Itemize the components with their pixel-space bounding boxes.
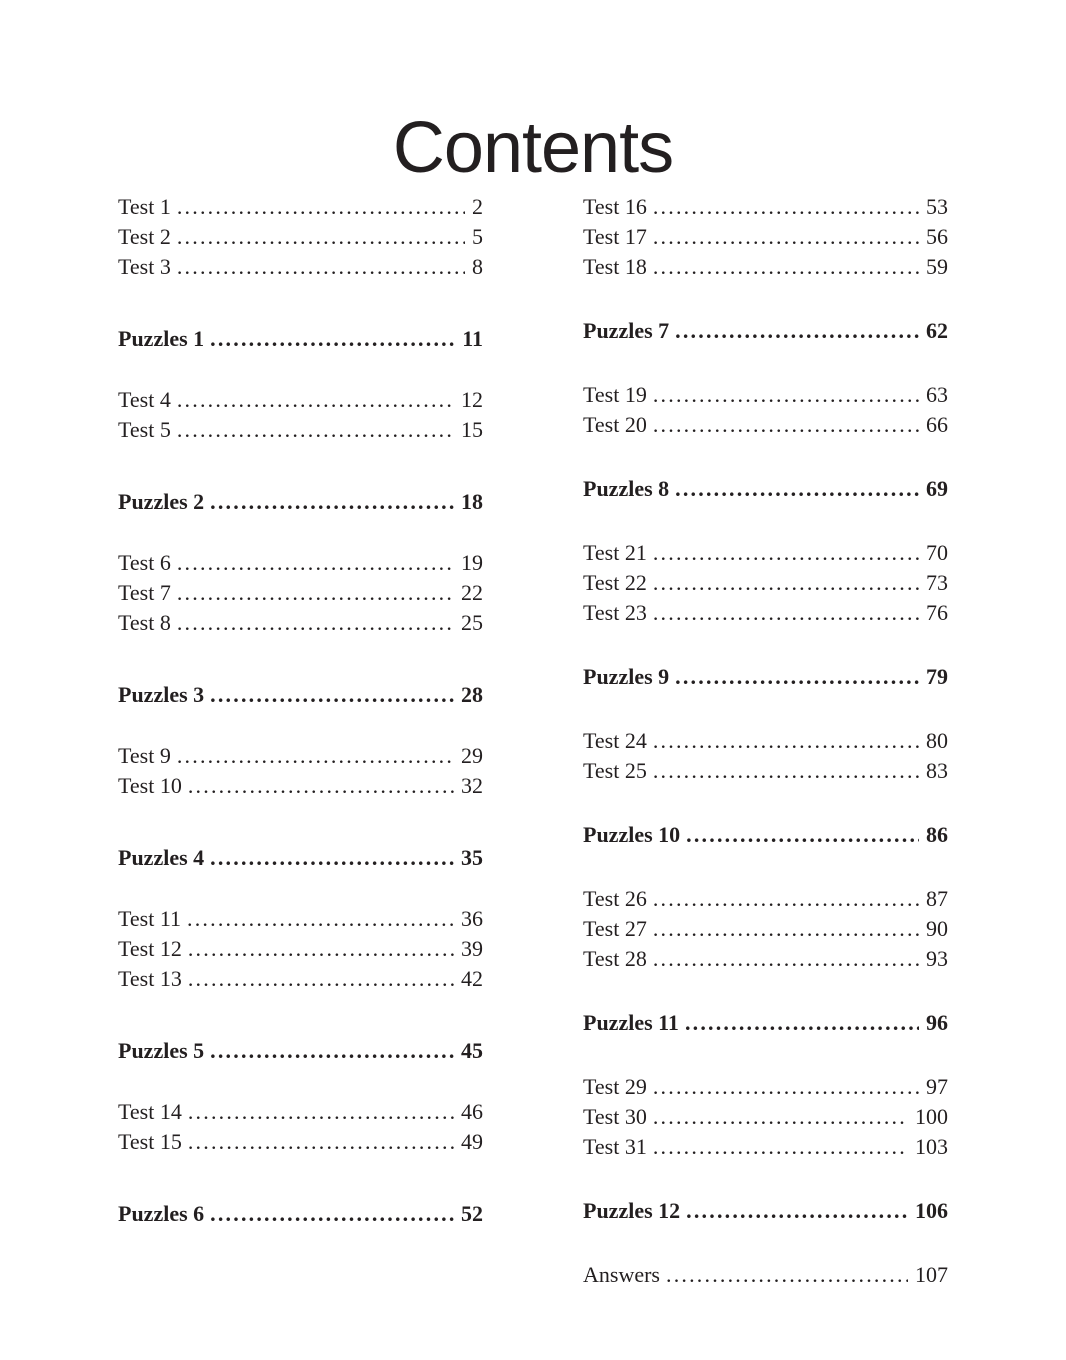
dot-leader	[647, 944, 919, 974]
toc-entry	[118, 741, 483, 771]
toc-entry	[118, 680, 483, 710]
toc-entry	[118, 1097, 483, 1127]
dot-leader	[647, 410, 919, 440]
toc-entry-label: Puzzles 1	[118, 326, 205, 351]
toc-entry-page: 25	[461, 610, 483, 635]
dot-leader	[171, 252, 465, 282]
toc-entry-group	[583, 380, 948, 440]
dot-leader	[204, 680, 454, 710]
toc-section-heading-group	[583, 474, 948, 504]
toc-entry-page: 11	[462, 326, 483, 351]
toc-entry-label: Test 31	[583, 1134, 647, 1159]
toc-entry-label: Puzzles 2	[118, 489, 205, 514]
toc-entry	[583, 222, 948, 252]
toc-entry-label: Test 6	[118, 550, 171, 575]
toc-entry-page: 70	[926, 540, 948, 565]
toc-entry-page: 39	[461, 936, 483, 961]
toc-entry-page: 69	[926, 476, 948, 501]
toc-entry	[118, 1036, 483, 1066]
dot-leader	[171, 578, 454, 608]
toc-entry-label: Test 2	[118, 224, 171, 249]
dot-leader	[171, 741, 454, 771]
dot-leader	[182, 771, 454, 801]
toc-section-heading-group	[118, 487, 483, 517]
dot-leader	[171, 415, 454, 445]
toc-entry-page: 63	[926, 382, 948, 407]
toc-entry-label: Test 11	[118, 906, 182, 931]
toc-entry-label: Test 30	[583, 1104, 647, 1129]
toc-entry	[118, 1199, 483, 1229]
toc-entry-page: 5	[472, 224, 483, 249]
toc-section-heading-group	[118, 1199, 483, 1229]
toc-section-heading-group	[583, 820, 948, 850]
toc-entry	[118, 222, 483, 252]
toc-entry-page: 76	[926, 600, 948, 625]
toc-entry	[118, 771, 483, 801]
toc-entry-group	[583, 1260, 948, 1290]
dot-leader	[171, 385, 454, 415]
toc-entry-page: 59	[926, 254, 948, 279]
toc-entry-page: 49	[461, 1129, 483, 1154]
toc-entry-label: Test 8	[118, 610, 171, 635]
toc-entry-page: 103	[915, 1134, 948, 1159]
toc-entry-group	[118, 1097, 483, 1157]
toc-entry-label: Test 4	[118, 387, 171, 412]
dot-leader	[647, 914, 919, 944]
dot-leader	[181, 904, 454, 934]
dot-leader	[171, 222, 465, 252]
dot-leader	[204, 843, 454, 873]
toc-entry-group	[583, 1072, 948, 1162]
toc-entry-page: 62	[926, 318, 948, 343]
toc-entry-group	[118, 385, 483, 445]
toc-entry-label: Puzzles 8	[583, 476, 670, 501]
toc-entry	[118, 324, 483, 354]
dot-leader	[647, 252, 919, 282]
toc-entry-page: 90	[926, 916, 948, 941]
toc-entry	[583, 1072, 948, 1102]
toc-entry-label: Puzzles 12	[583, 1198, 681, 1223]
toc-entry	[583, 538, 948, 568]
toc-entry-page: 66	[926, 412, 948, 437]
toc-entry-group	[118, 548, 483, 638]
toc-entry-group	[118, 741, 483, 801]
toc-entry-label: Test 13	[118, 966, 182, 991]
toc-entry	[583, 1102, 948, 1132]
dot-leader	[669, 474, 919, 504]
toc-entry-label: Puzzles 7	[583, 318, 670, 343]
toc-entry-page: 45	[461, 1038, 483, 1063]
toc-entry-group	[583, 538, 948, 628]
toc-section-heading-group	[583, 1196, 948, 1226]
toc-entry	[583, 598, 948, 628]
toc-column-right	[583, 192, 948, 1290]
dot-leader	[647, 726, 919, 756]
toc-entry	[118, 608, 483, 638]
toc-entry-page: 15	[461, 417, 483, 442]
dot-leader	[660, 1260, 908, 1290]
dot-leader	[647, 1132, 908, 1162]
page-title: Contents	[392, 108, 674, 189]
toc-entry-group	[583, 884, 948, 974]
toc-entry-page: 97	[926, 1074, 948, 1099]
toc-entry	[118, 385, 483, 415]
dot-leader	[647, 884, 919, 914]
dot-leader	[647, 568, 919, 598]
toc-entry	[583, 316, 948, 346]
dot-leader	[647, 192, 919, 222]
toc-entry	[583, 820, 948, 850]
dot-leader	[182, 1127, 454, 1157]
dot-leader	[669, 316, 919, 346]
dot-leader	[647, 1072, 919, 1102]
toc-entry-label: Test 12	[118, 936, 182, 961]
toc-entry-label: Test 21	[583, 540, 647, 565]
toc-entry	[583, 1260, 948, 1290]
dot-leader	[204, 324, 455, 354]
toc-entry	[118, 934, 483, 964]
toc-entry-label: Puzzles 10	[583, 822, 681, 847]
dot-leader	[204, 1199, 454, 1229]
toc-entry-label: Test 24	[583, 728, 647, 753]
toc-entry-page: 36	[461, 906, 483, 931]
toc-entry-page: 19	[461, 550, 483, 575]
toc-entry	[118, 487, 483, 517]
toc-entry	[583, 662, 948, 692]
dot-leader	[679, 1008, 919, 1038]
dot-leader	[204, 1036, 454, 1066]
toc-entry	[583, 380, 948, 410]
toc-entry-page: 93	[926, 946, 948, 971]
toc-section-heading-group	[583, 662, 948, 692]
toc-entry	[118, 548, 483, 578]
dot-leader	[647, 538, 919, 568]
dot-leader	[171, 548, 454, 578]
toc-entry-label: Test 17	[583, 224, 647, 249]
dot-leader	[647, 598, 919, 628]
toc-section-heading-group	[118, 1036, 483, 1066]
dot-leader	[182, 934, 454, 964]
toc-section-heading-group	[118, 324, 483, 354]
toc-entry-page: 56	[926, 224, 948, 249]
toc-column-left	[118, 192, 483, 1290]
toc-entry-label: Test 14	[118, 1099, 182, 1124]
toc-entry-label: Test 7	[118, 580, 171, 605]
toc-entry	[118, 192, 483, 222]
toc-entry-label: Test 20	[583, 412, 647, 437]
toc-entry-page: 107	[915, 1262, 948, 1287]
toc-entry-label: Test 5	[118, 417, 171, 442]
toc-entry	[118, 578, 483, 608]
toc-entry	[118, 252, 483, 282]
toc-entry-label: Puzzles 3	[118, 682, 205, 707]
dot-leader	[647, 380, 919, 410]
toc-entry	[118, 1127, 483, 1157]
toc-entry-label: Puzzles 11	[583, 1010, 679, 1035]
toc-entry-page: 86	[926, 822, 948, 847]
toc-entry	[583, 1196, 948, 1226]
toc-entry-page: 100	[915, 1104, 948, 1129]
toc-entry-page: 46	[461, 1099, 483, 1124]
toc-entry	[583, 884, 948, 914]
toc-entry-label: Puzzles 9	[583, 664, 670, 689]
toc-entry-label: Test 9	[118, 743, 171, 768]
toc-entry	[583, 568, 948, 598]
toc-entry-group	[118, 904, 483, 994]
toc-entry	[583, 474, 948, 504]
toc-entry-page: 18	[461, 489, 483, 514]
toc-entry-label: Test 28	[583, 946, 647, 971]
toc-entry-page: 96	[926, 1010, 948, 1035]
toc-entry-page: 8	[472, 254, 483, 279]
toc-entry-page: 29	[461, 743, 483, 768]
toc-entry	[583, 726, 948, 756]
toc-entry-page: 22	[461, 580, 483, 605]
toc-entry-page: 106	[915, 1198, 948, 1223]
toc-columns	[118, 192, 948, 1290]
toc-entry-group	[118, 192, 483, 282]
toc-entry-label: Test 15	[118, 1129, 182, 1154]
dot-leader	[647, 1102, 908, 1132]
toc-entry-label: Test 19	[583, 382, 647, 407]
toc-entry-label: Test 10	[118, 773, 182, 798]
toc-entry-label: Test 27	[583, 916, 647, 941]
dot-leader	[669, 662, 919, 692]
toc-entry-label: Test 16	[583, 194, 647, 219]
toc-entry-label: Puzzles 4	[118, 845, 205, 870]
dot-leader	[647, 756, 919, 786]
toc-section-heading-group	[583, 316, 948, 346]
toc-entry-label: Test 1	[118, 194, 171, 219]
toc-entry	[583, 914, 948, 944]
dot-leader	[171, 608, 454, 638]
toc-entry-group	[583, 192, 948, 282]
toc-entry	[583, 1008, 948, 1038]
toc-entry	[583, 756, 948, 786]
dot-leader	[204, 487, 454, 517]
toc-entry-page: 28	[461, 682, 483, 707]
toc-entry-page: 2	[472, 194, 483, 219]
toc-entry-page: 53	[926, 194, 948, 219]
toc-entry-label: Puzzles 5	[118, 1038, 205, 1063]
toc-entry	[583, 410, 948, 440]
toc-entry-label: Test 22	[583, 570, 647, 595]
toc-entry	[118, 415, 483, 445]
dot-leader	[680, 1196, 908, 1226]
toc-entry	[118, 904, 483, 934]
toc-entry-label: Answers	[583, 1262, 660, 1287]
toc-entry-page: 32	[461, 773, 483, 798]
toc-entry	[583, 944, 948, 974]
dot-leader	[182, 1097, 454, 1127]
toc-entry-label: Test 25	[583, 758, 647, 783]
toc-entry-group	[583, 726, 948, 786]
toc-entry-page: 12	[461, 387, 483, 412]
dot-leader	[171, 192, 465, 222]
toc-entry	[583, 1132, 948, 1162]
toc-entry	[118, 843, 483, 873]
dot-leader	[647, 222, 919, 252]
toc-entry-label: Test 23	[583, 600, 647, 625]
toc-entry-page: 79	[926, 664, 948, 689]
toc-entry-page: 35	[461, 845, 483, 870]
toc-section-heading-group	[118, 680, 483, 710]
toc-entry-label: Test 29	[583, 1074, 647, 1099]
dot-leader	[680, 820, 919, 850]
dot-leader	[182, 964, 454, 994]
toc-entry-label: Test 18	[583, 254, 647, 279]
toc-entry	[583, 252, 948, 282]
toc-entry	[583, 192, 948, 222]
toc-entry-page: 42	[461, 966, 483, 991]
toc-entry-page: 83	[926, 758, 948, 783]
toc-section-heading-group	[118, 843, 483, 873]
toc-entry-label: Puzzles 6	[118, 1201, 205, 1226]
toc-entry-label: Test 26	[583, 886, 647, 911]
toc-entry-page: 73	[926, 570, 948, 595]
toc-entry	[118, 964, 483, 994]
toc-entry-label: Test 3	[118, 254, 171, 279]
toc-section-heading-group	[583, 1008, 948, 1038]
toc-entry-page: 52	[461, 1201, 483, 1226]
toc-entry-page: 87	[926, 886, 948, 911]
toc-entry-page: 80	[926, 728, 948, 753]
